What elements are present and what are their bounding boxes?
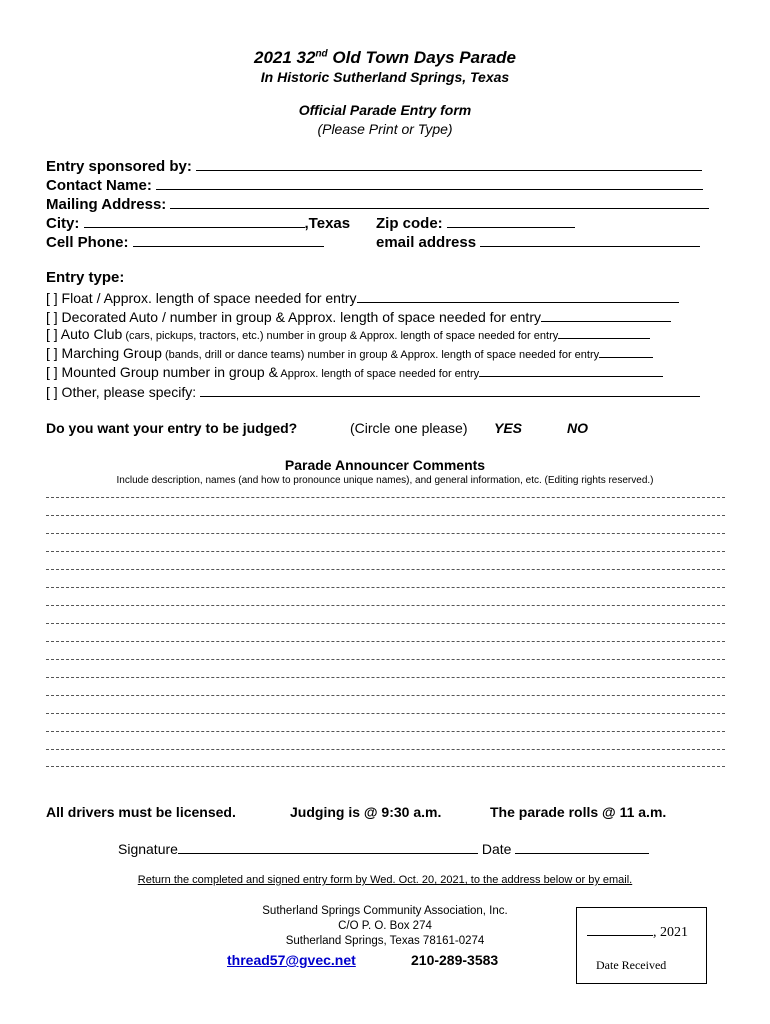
cell-phone-label: Cell Phone: [46,234,129,251]
date-received-year: , 2021 [653,925,688,940]
zip-label: Zip code: [376,215,443,232]
mailing-address-field[interactable] [170,194,709,209]
entry-marching-field[interactable] [599,347,653,358]
date-received-year-row[interactable] [587,921,688,941]
mailing-address-row[interactable] [46,194,709,213]
comment-line[interactable] [46,569,725,570]
date-received-field[interactable] [587,921,653,936]
comment-line[interactable] [46,659,725,660]
comment-line[interactable] [46,641,725,642]
email-field[interactable] [480,232,700,247]
city-label: City: [46,215,80,232]
date-received-label: Date Received [596,958,667,972]
judged-question: Do you want your entry to be judged? [46,420,298,436]
drivers-note: All drivers must be licensed. [46,804,236,820]
entry-marching-note: (bands, drill or dance teams) number in group & Approx. length of space needed for entry [161,349,600,361]
comment-line[interactable] [46,605,725,606]
email-row[interactable] [376,232,700,251]
entry-float-field[interactable] [357,288,679,303]
city-field[interactable] [84,213,305,228]
entry-mounted-field[interactable] [479,366,663,377]
sponsored-by-label: Entry sponsored by: [46,158,192,175]
email-label: email address [376,234,477,251]
form-title: Official Parade Entry form [298,102,472,118]
comment-line[interactable] [46,766,725,767]
return-note: Return the completed and signed entry form by Wed. Oct. 20, 2021, to the address below or by email. [137,874,633,886]
form-note: (Please Print or Type) [317,121,453,137]
zip-field[interactable] [447,213,575,228]
judging-time: Judging is @ 9:30 a.m. [290,804,442,820]
subtitle: In Historic Sutherland Springs, Texas [260,69,510,85]
comments-note: Include description, names (and how to pronounce unique names), and general information, etc. (Editing rights reserved.) [116,475,654,486]
comment-line[interactable] [46,533,725,534]
entry-mounted-note: Approx. length of space needed for entry [277,368,480,380]
comment-line[interactable] [46,497,725,498]
phone-number: 210-289-3583 [411,952,499,968]
address-po: C/O P. O. Box 274 [338,920,432,932]
entry-auto-club-note: (cars, pickups, tractors, etc.) number in group & Approx. length of space needed for entry [122,330,559,342]
contact-name-field[interactable] [156,175,703,190]
date-received-box [576,907,707,984]
comment-line[interactable] [46,515,725,516]
entry-other[interactable] [46,382,700,400]
title-main: 2021 32 [254,48,316,67]
address-city: Sutherland Springs, Texas 78161-0274 [285,935,485,947]
date-label: Date [481,841,512,857]
comment-line[interactable] [46,623,725,624]
entry-mounted-label: [ ] Mounted Group number in group & [46,364,278,380]
entry-other-field[interactable] [200,382,700,397]
comment-line[interactable] [46,695,725,696]
state-label: ,Texas [304,215,351,232]
entry-decorated-field[interactable] [541,307,671,322]
entry-mounted[interactable] [46,364,663,380]
signature-field[interactable] [178,839,478,854]
judged-no-option[interactable]: NO [567,420,588,436]
cell-phone-field[interactable] [133,232,324,247]
zip-row[interactable] [376,213,575,232]
signature-label: Signature [118,841,178,857]
entry-float-label: [ ] Float / Approx. length of space needed for entry [46,290,357,306]
judged-yes-option[interactable]: YES [494,420,523,436]
title-rest: Old Town Days Parade [327,48,516,67]
judged-instruction: (Circle one please) [350,420,468,436]
entry-float[interactable] [46,288,679,306]
entry-other-label: [ ] Other, please specify: [46,384,197,400]
comment-line[interactable] [46,731,725,732]
contact-name-label: Contact Name: [46,177,152,194]
address-org: Sutherland Springs Community Association, Inc. [262,905,508,917]
cell-phone-row[interactable] [46,232,324,251]
entry-auto-club-field[interactable] [558,328,650,339]
parade-start-time: The parade rolls @ 11 a.m. [490,804,667,820]
comments-heading: Parade Announcer Comments [284,457,486,473]
comment-line[interactable] [46,587,725,588]
entry-marching[interactable] [46,345,653,361]
email-link[interactable]: thread57@gvec.net [227,952,356,968]
sponsored-by-row[interactable] [46,156,702,175]
comment-line[interactable] [46,677,725,678]
entry-marching-label: [ ] Marching Group [46,345,162,361]
contact-name-row[interactable] [46,175,703,194]
sponsored-by-field[interactable] [196,156,702,171]
title-sup: nd [315,48,328,60]
entry-decorated-label: [ ] Decorated Auto / number in group & Approx. length of space needed for entry [46,309,541,325]
city-row[interactable] [46,213,350,232]
entry-auto-club[interactable] [46,326,650,342]
entry-type-heading: Entry type: [46,269,125,286]
mailing-address-label: Mailing Address: [46,196,167,213]
comment-line[interactable] [46,749,725,750]
page-title [0,48,770,68]
signature-row[interactable] [118,839,649,857]
date-field[interactable] [515,839,649,854]
comment-line[interactable] [46,713,725,714]
comment-line[interactable] [46,551,725,552]
entry-decorated[interactable] [46,307,671,325]
entry-auto-club-label: [ ] Auto Club [46,326,123,342]
